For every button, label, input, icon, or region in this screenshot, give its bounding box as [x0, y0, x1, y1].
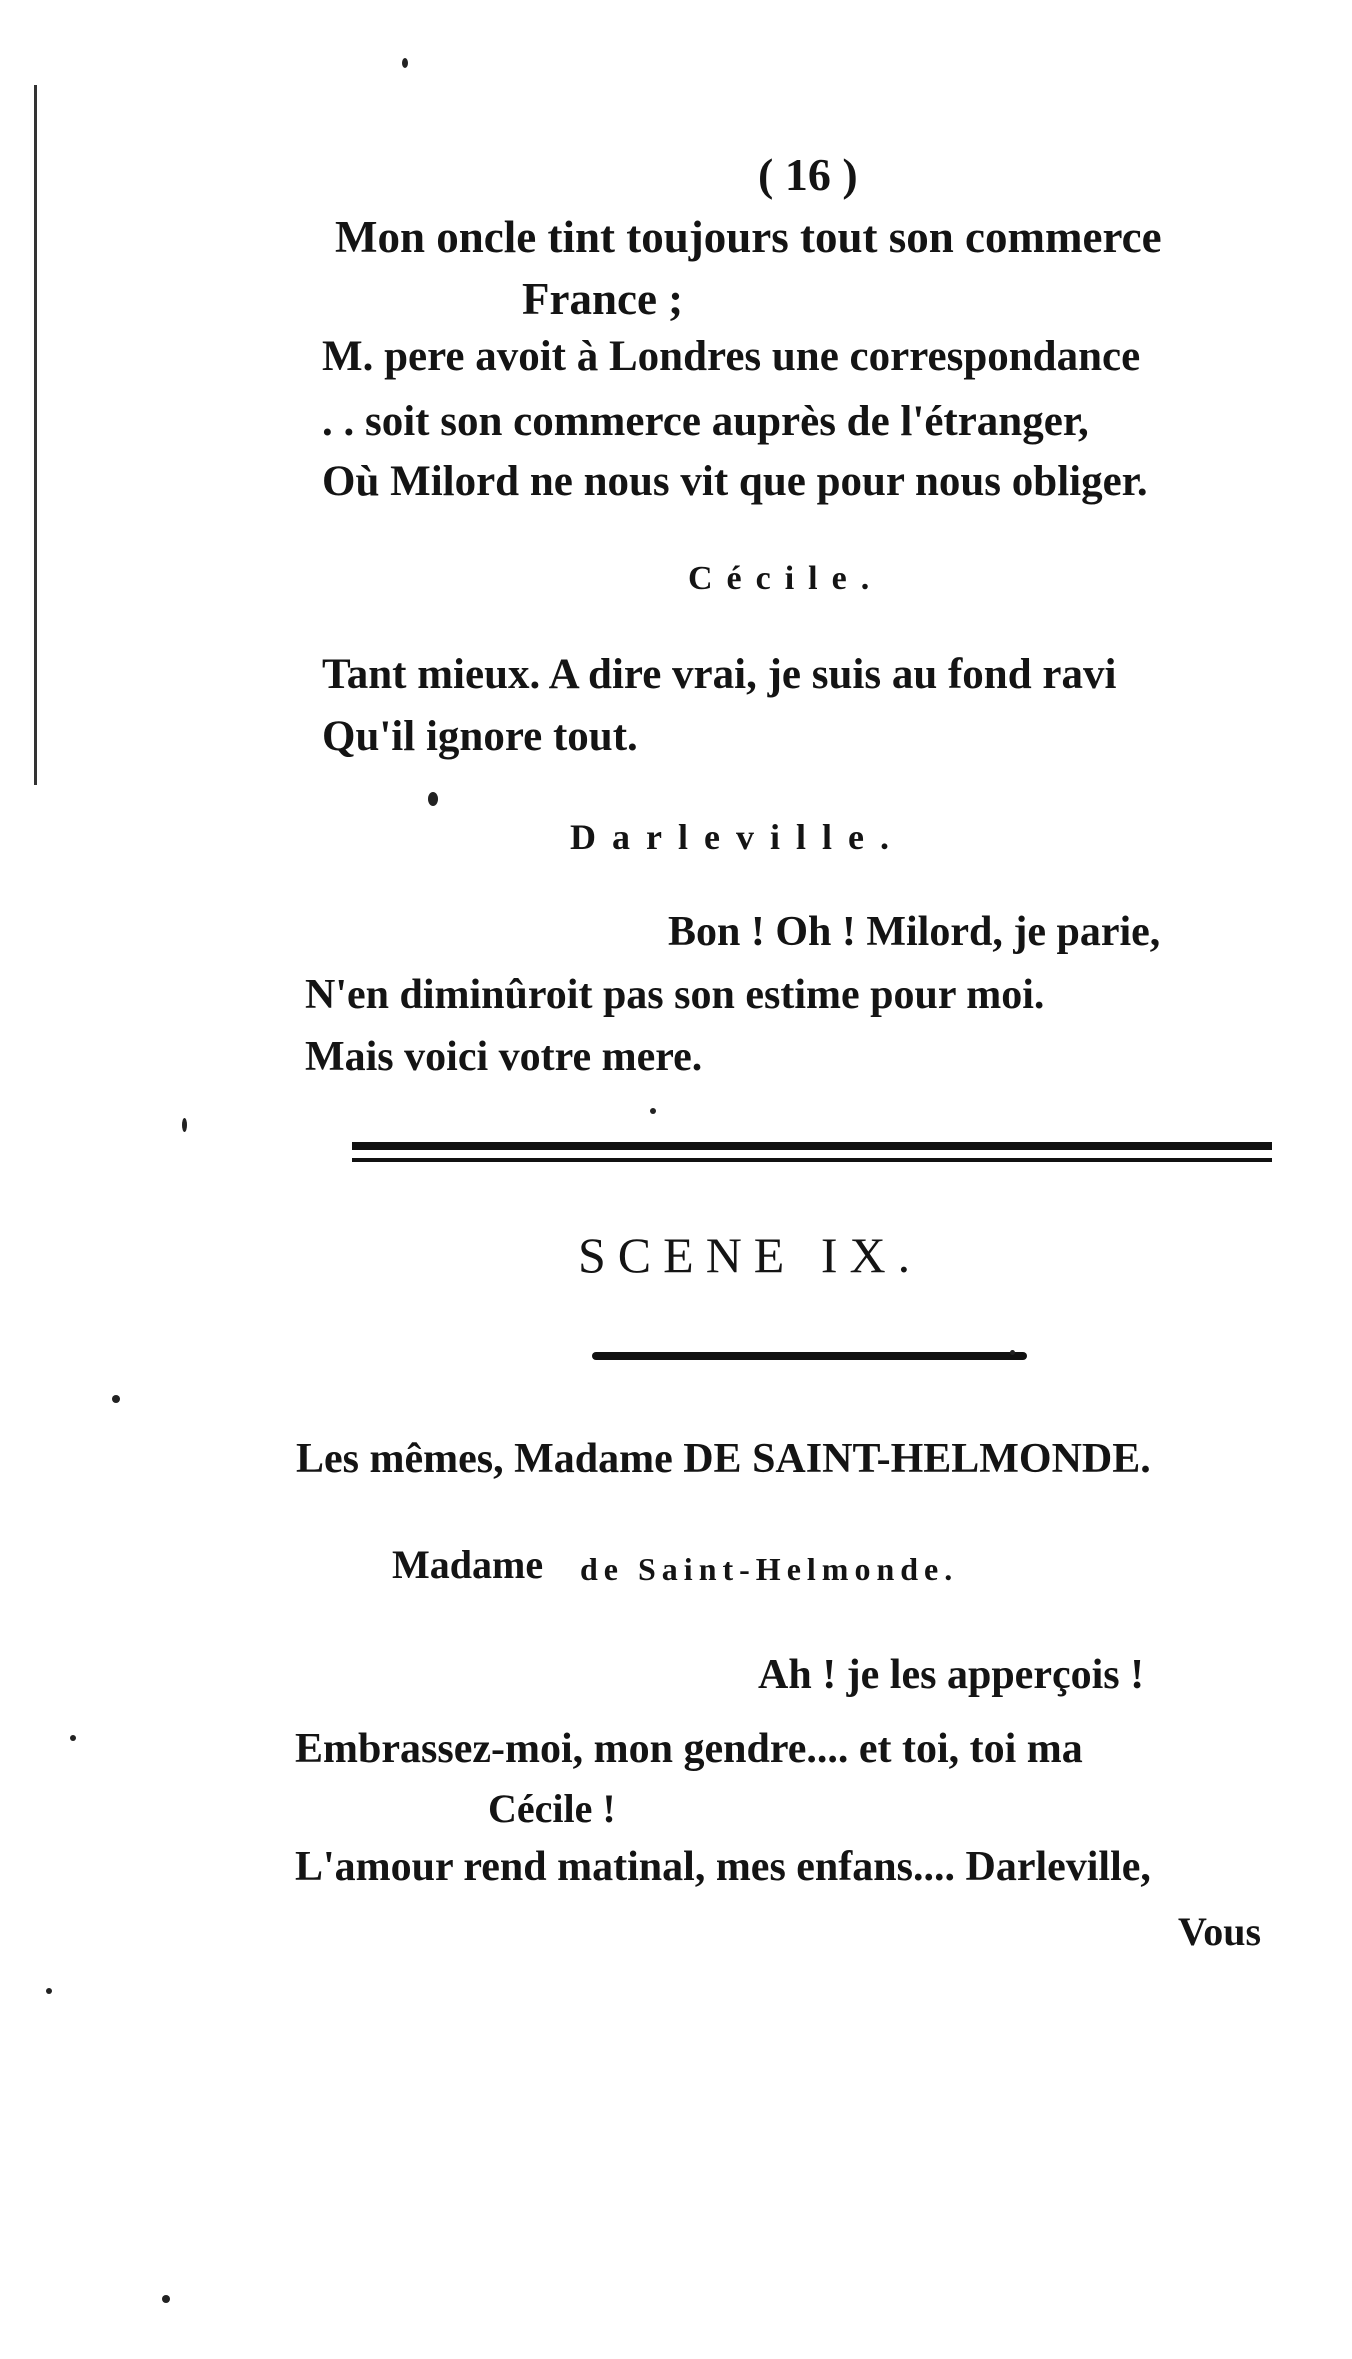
speaker-name: de Saint-Helmonde.: [580, 1551, 959, 1587]
verse-line: Mon oncle tint toujours tout son commerce: [335, 212, 1162, 262]
verse-line: N'en diminûroit pas son estime pour moi.: [305, 972, 1045, 1018]
speaker-name: Darleville.: [570, 817, 905, 857]
scan-speck: [182, 1118, 187, 1132]
verse-line: France ;: [522, 274, 684, 324]
verse-line: L'amour rend matinal, mes enfans.... Darleville,: [295, 1844, 1151, 1890]
stage-direction: Les mêmes, Madame DE SAINT-HELMONDE.: [296, 1436, 1151, 1482]
scan-speck: [112, 1395, 120, 1403]
scan-margin-line: [34, 85, 37, 785]
double-rule-divider: [352, 1142, 1272, 1150]
scan-speck: [70, 1735, 76, 1741]
verse-line: Tant mieux. A dire vrai, je suis au fond ravi: [322, 651, 1117, 698]
verse-line: Embrassez-moi, mon gendre.... et toi, toi ma: [295, 1726, 1083, 1772]
verse-line: Bon ! Oh ! Milord, je parie,: [668, 909, 1161, 955]
scan-speck: [428, 792, 438, 806]
verse-line: M. pere avoit à Londres une correspondance: [322, 333, 1141, 380]
speaker-name-prefix: Madame: [392, 1542, 544, 1587]
scene-title: SCENE IX.: [578, 1227, 923, 1283]
double-rule-divider: [352, 1158, 1272, 1162]
page-number: ( 16 ): [758, 149, 858, 200]
speaker-name: Cécile.: [688, 560, 884, 597]
scan-speck: [402, 58, 408, 68]
verse-line: Qu'il ignore tout.: [322, 713, 638, 760]
scan-speck: [46, 1988, 52, 1994]
catchword: Vous: [1178, 1909, 1262, 1954]
scan-speck: [1010, 1350, 1015, 1355]
verse-line: Où Milord ne nous vit que pour nous obliger.: [322, 458, 1148, 505]
scan-speck: [162, 2295, 170, 2303]
verse-line: Cécile !: [488, 1786, 616, 1831]
scan-speck: [650, 1108, 656, 1114]
verse-line: Mais voici votre mere.: [305, 1034, 703, 1080]
short-rule-divider: [592, 1352, 1027, 1360]
verse-line: Ah ! je les apperçois !: [758, 1652, 1145, 1698]
verse-line: . . soit son commerce auprès de l'étranger,: [322, 398, 1089, 445]
